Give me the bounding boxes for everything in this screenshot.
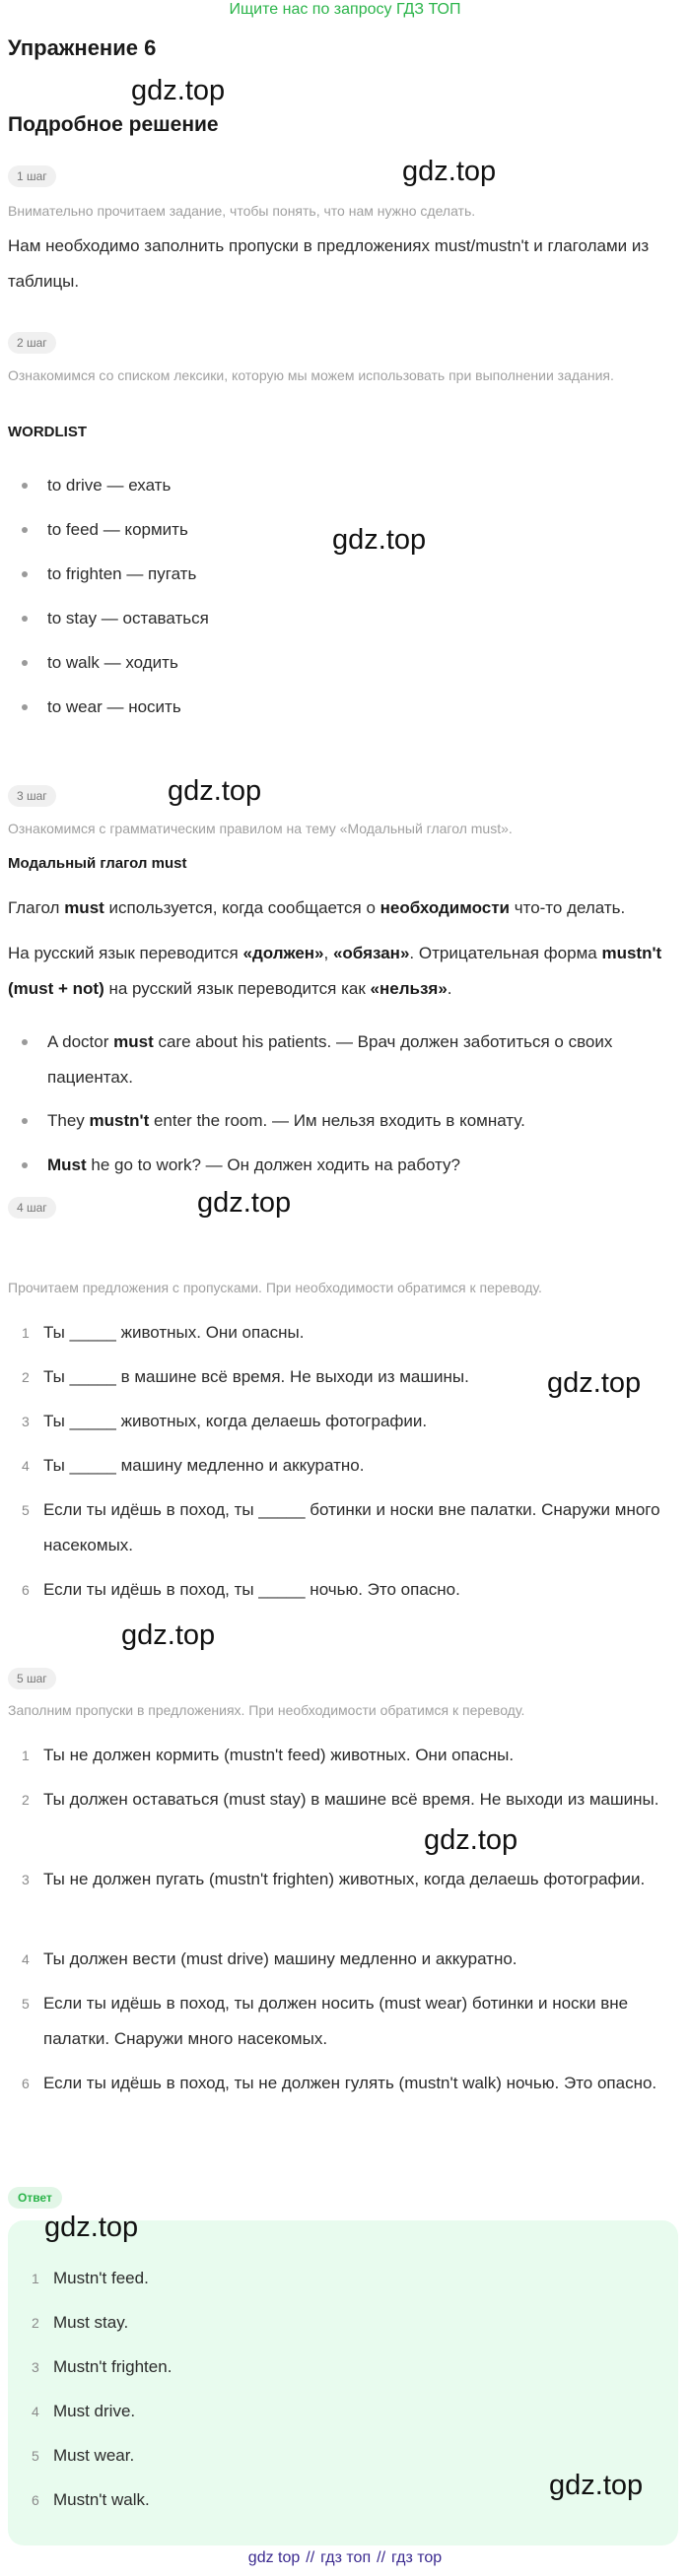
top-banner: Ищите нас по запросу ГДЗ ТОП bbox=[229, 1, 461, 18]
list-item: Must he go to work? — Он должен ходить на работу? bbox=[18, 1148, 678, 1192]
list-item: 5 Если ты идёшь в поход, ты должен носить (must wear) ботинки и носки вне палатки. Снаружи много насекомых. bbox=[22, 1994, 629, 2048]
list-item: to frighten — пугать bbox=[18, 557, 678, 601]
list-item: 2 Ты _____ в машине всё время. Не выходи из машины. bbox=[22, 1367, 469, 1386]
wordlist bbox=[18, 468, 678, 734]
list-item: 4 Ты должен вести (must drive) машину медленно и аккуратно. bbox=[22, 1949, 518, 1968]
bullet-icon bbox=[22, 1118, 28, 1124]
step-2-description: Ознакомимся со списком лексики, которую мы можем использовать при выполнении задания. bbox=[8, 367, 614, 383]
footer-link-gdz-top[interactable]: gdz top bbox=[247, 2549, 301, 2566]
footer-links: gdz top // гдз топ // гдз тор bbox=[247, 2549, 443, 2566]
list-item: 2 Must stay. bbox=[32, 2313, 129, 2332]
step-5-description: Заполним пропуски в предложениях. При необходимости обратимся к переводу. bbox=[8, 1702, 525, 1718]
list-item: to walk — ходить bbox=[18, 645, 678, 690]
list-item: A doctor must care about his patients. — Врач должен заботиться о своих пациентах. bbox=[18, 1024, 678, 1103]
step-1-badge: 1 шаг bbox=[8, 165, 56, 187]
list-item: 6 Mustn't walk. bbox=[32, 2490, 150, 2509]
bullet-icon bbox=[22, 527, 28, 533]
rule-paragraph-1: Глагол must используется, когда сообщается о необходимости что-то делать. bbox=[8, 898, 626, 917]
step-5-badge: 5 шаг bbox=[8, 1668, 56, 1689]
list-item: to wear — носить bbox=[18, 690, 678, 734]
list-item: 5 Если ты идёшь в поход, ты _____ ботинки и носки вне палатки. Снаружи много насекомых. bbox=[22, 1500, 660, 1554]
watermark: gdz.top bbox=[131, 75, 226, 106]
watermark: gdz.top bbox=[332, 524, 427, 556]
step-1-text: Нам необходимо заполнить пропуски в предложениях must/mustn't и глаголами из таблицы. bbox=[8, 236, 650, 291]
watermark: gdz.top bbox=[168, 775, 262, 807]
list-item: 6 Если ты идёшь в поход, ты _____ ночью. Это опасно. bbox=[22, 1580, 460, 1599]
page-title: Упражнение 6 bbox=[8, 35, 157, 60]
watermark: gdz.top bbox=[547, 1367, 642, 1399]
list-item: 3 Ты не должен пугать (mustn't frighten) животных, когда делаешь фотографии. bbox=[22, 1870, 646, 1888]
watermark: gdz.top bbox=[121, 1619, 216, 1651]
list-item: 5 Must wear. bbox=[32, 2446, 135, 2465]
list-item: They mustn't enter the room. — Им нельзя входить в комнату. bbox=[18, 1103, 678, 1148]
watermark: gdz.top bbox=[402, 156, 497, 187]
bullet-icon bbox=[22, 571, 28, 577]
step-2-badge: 2 шаг bbox=[8, 332, 56, 354]
rule-heading: Модальный глагол must bbox=[8, 855, 187, 872]
list-item: 4 Must drive. bbox=[32, 2402, 136, 2420]
list-item: to stay — оставаться bbox=[18, 601, 678, 645]
gap-sentences-list bbox=[8, 1315, 678, 1617]
wordlist-heading: WORDLIST bbox=[8, 424, 87, 440]
footer-link-gdz-top-ru[interactable]: гдз топ bbox=[320, 2549, 372, 2566]
step-4-badge: 4 шаг bbox=[8, 1197, 56, 1219]
examples-list bbox=[18, 1024, 678, 1192]
step-1-description: Внимательно прочитаем задание, чтобы понять, что нам нужно сделать. bbox=[8, 203, 476, 219]
list-item: 3 Mustn't frighten. bbox=[32, 2357, 172, 2376]
bullet-icon bbox=[22, 1162, 28, 1168]
list-item: to feed — кормить bbox=[18, 512, 678, 557]
rule-paragraph-2: На русский язык переводится «должен», «обязан». Отрицательная форма mustn't (must + not) на русский язык переводится как «нельзя». bbox=[8, 944, 662, 998]
list-item: 2 Ты должен оставаться (must stay) в машине всё время. Не выходи из машины. bbox=[22, 1790, 659, 1809]
list-item: 1 Ты _____ животных. Они опасны. bbox=[22, 1323, 305, 1342]
answers-detailed-list bbox=[8, 1738, 678, 2146]
bullet-icon bbox=[22, 483, 28, 489]
answer-badge: Ответ bbox=[8, 2187, 62, 2209]
list-item: 1 Mustn't feed. bbox=[32, 2269, 149, 2287]
solution-title: Подробное решение bbox=[8, 113, 219, 136]
step-3-description: Ознакомимся с грамматическим правилом на тему «Модальный глагол must». bbox=[8, 821, 513, 836]
watermark: gdz.top bbox=[549, 2470, 644, 2501]
list-item: 4 Ты _____ машину медленно и аккуратно. bbox=[22, 1456, 365, 1475]
watermark: gdz.top bbox=[44, 2212, 139, 2243]
bullet-icon bbox=[22, 1039, 28, 1045]
step-3-badge: 3 шаг bbox=[8, 785, 56, 807]
step-4-description: Прочитаем предложения с пропусками. При необходимости обратимся к переводу. bbox=[8, 1280, 542, 1295]
bullet-icon bbox=[22, 660, 28, 666]
watermark: gdz.top bbox=[197, 1187, 292, 1219]
list-item: to drive — ехать bbox=[18, 468, 678, 512]
footer-link-gdz-tor[interactable]: гдз тор bbox=[391, 2549, 443, 2566]
list-item: 3 Ты _____ животных, когда делаешь фотографии. bbox=[22, 1412, 428, 1430]
list-item: 6 Если ты идёшь в поход, ты не должен гулять (mustn't walk) ночью. Это опасно. bbox=[22, 2074, 657, 2092]
bullet-icon bbox=[22, 704, 28, 710]
watermark: gdz.top bbox=[424, 1824, 518, 1856]
bullet-icon bbox=[22, 616, 28, 622]
list-item: 1 Ты не должен кормить (mustn't feed) животных. Они опасны. bbox=[22, 1746, 515, 1764]
